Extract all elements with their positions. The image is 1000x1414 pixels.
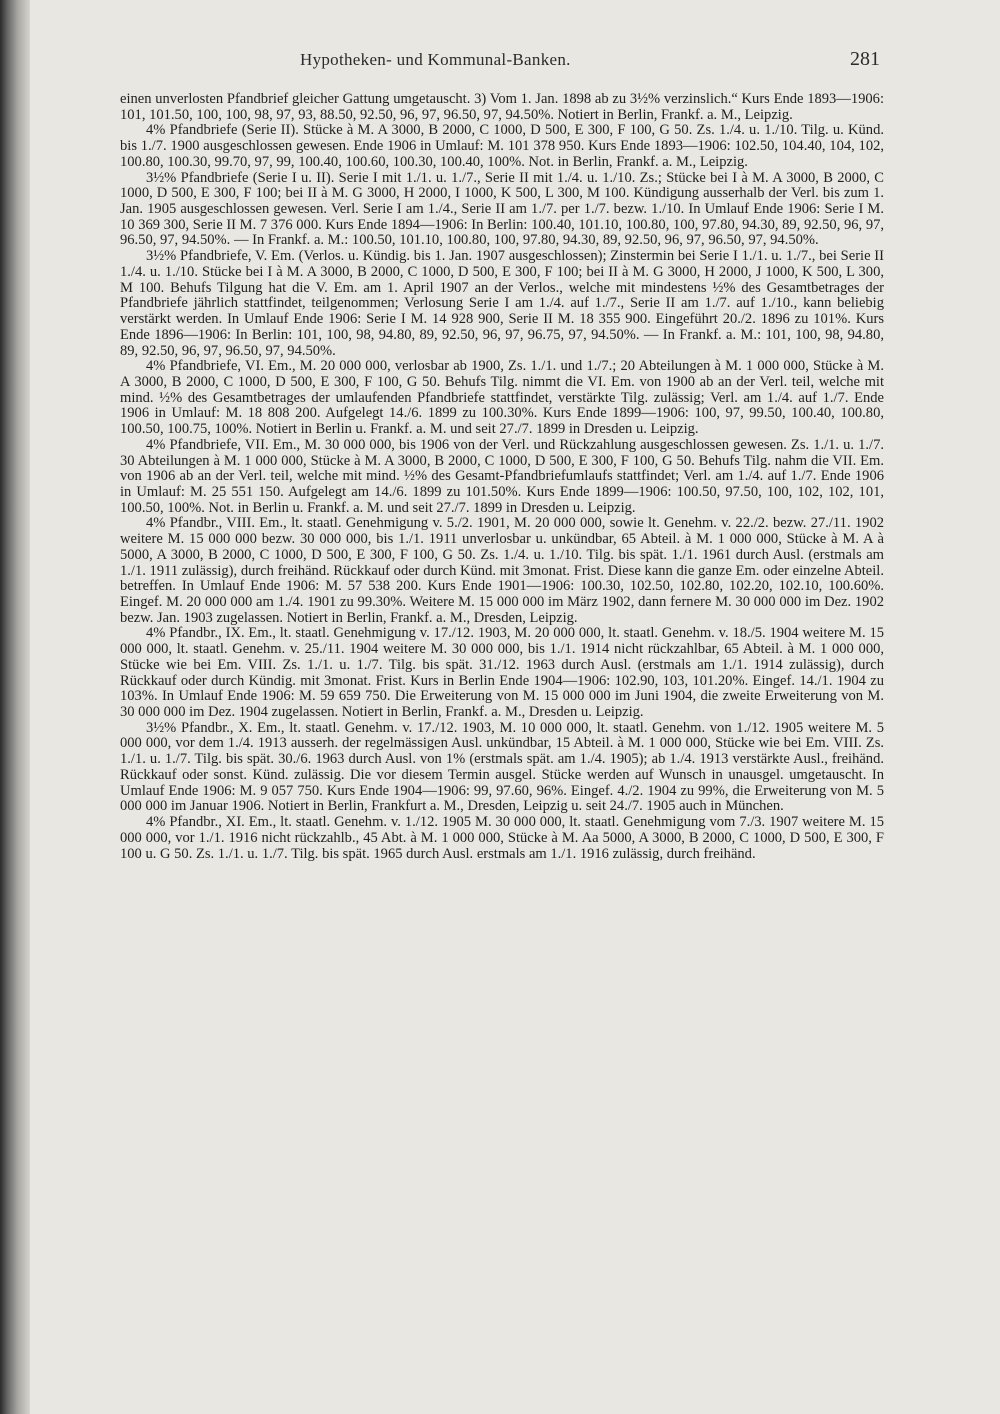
binding-shadow	[0, 0, 30, 1414]
running-head-title: Hypotheken- und Kommunal-Banken.	[300, 50, 571, 69]
paragraph-4pct-pfandbr-viii-em: 4% Pfandbr., VIII. Em., lt. staatl. Genehmigung v. 5./2. 1901, M. 20 000 000, sowie lt. Genehm. v. 22./2. bezw. 27./11. 1902 weitere M. 15 000 000 bezw. 30 000 000, bis 1./1. 1911 unverlosbar u. unkündbar, 65 Abteil. à M. 1 000 000, Stücke à M. A à 5000, A 3000, B 2000, C 1000, D 500, E 300, F 100, G 50. Zs. 1./4. u. 1./10. Tilg. bis spät. 1./1. 1961 durch Ausl. (erstmals am 1./1. 1911 zulässig), durch freihänd. Rückkauf oder durch Künd. mit 3monat. Frist. Diese kann die ganze Em. oder einzelne Abteil. betreffen. In Umlauf Ende 1906: M. 57 538 200. Kurs Ende 1901—1906: 100.30, 102.50, 102.80, 102.20, 102.10, 100.60%. Eingef. M. 20 000 000 am 1./4. 1901 zu 99.30%. Weitere M. 15 000 000 im März 1902, dann fernere M. 30 000 000 im Dez. 1902 bezw. Jan. 1903 zugelassen. Notiert in Berlin, Frankf. a. M., Dresden, Leipzig.	[120, 515, 884, 626]
paragraph-continuation: einen unverlosten Pfandbrief gleicher Gattung umgetauscht. 3) Vom 1. Jan. 1898 ab zu 3½% verzinslich.“ Kurs Ende 1893—1906: 101, 101.50, 100, 100, 98, 97, 93, 88.50, 92.50, 96, 97, 96.50, 97, 94.50%. Notiert in Berlin, Frankf. a. M., Leipzig.	[120, 91, 884, 123]
paragraph-4pct-pfandbriefe-vii-em: 4% Pfandbriefe, VII. Em., M. 30 000 000, bis 1906 von der Verl. und Rückzahlung ausgeschlossen gewesen. Zs. 1./1. u. 1./7. 30 Abteilungen à M. 1 000 000, Stücke à M. A 3000, B 2000, C 1000, D 500, E 300, F 100, G 50. Behufs Tilg. nahm die VII. Em. von 1906 ab an der Verl. teil, welche mit mind. ½% des Gesamt-Pfandbriefumlaufs stattfindet; Verl. am 1./4. auf 1./7. Ende 1906 in Umlauf: M. 25 551 150. Aufgelegt am 14./6. 1899 zu 101.50%. Kurs Ende 1899—1906: 100.50, 97.50, 100, 102, 102, 101, 100.50, 100%. Not. in Berlin u. Frankf. a. M. und seit 27./7. 1899 in Dresden u. Leipzig.	[120, 436, 884, 516]
paragraph-4pct-pfandbr-xi-em: 4% Pfandbr., XI. Em., lt. staatl. Genehm. v. 1./12. 1905 M. 30 000 000, lt. staatl. Genehmigung vom 7./3. 1907 weitere M. 15 000 000, vor 1./1. 1916 nicht rückzahlb., 45 Abt. à M. 1 000 000, Stücke à M. Aa 5000, A 3000, B 2000, C 1000, D 500, E 300, F 100 u. G 50. Zs. 1./1. u. 1./7. Tilg. bis spät. 1965 durch Ausl. erstmals am 1./1. 1916 zulässig, durch freihänd.	[120, 814, 884, 862]
paragraph-3half-pfandbr-x-em: 3½% Pfandbr., X. Em., lt. staatl. Genehm. v. 17./12. 1903, M. 10 000 000, lt. staatl. Genehm. von 1./12. 1905 weitere M. 5 000 000, vor dem 1./4. 1913 ausserh. der regelmässigen Ausl. unkündbar, 15 Abteil. à M. 1 000 000, Stücke wie bei Em. VIII. Zs. 1./1. u. 1./7. Tilg. bis spät. 30./6. 1963 durch Ausl. von 1% (erstmals spät. am 1./4. 1905); ab 1./4. 1913 verstärkte Ausl., freihänd. Rückkauf oder sonst. Künd. zulässig. Die vor diesem Termin ausgel. Stücke werden auf Wunsch in unausgel. umgetauscht. In Umlauf Ende 1906: M. 9 057 750. Kurs Ende 1904—1906: 99, 97.60, 96%. Eingef. 4./2. 1904 zu 99%, die Erweiterung von M. 5 000 000 im Januar 1906. Notiert in Berlin, Frankfurt a. M., Dresden, Leipzig u. seit 24./7. 1905 auch in München.	[120, 719, 884, 815]
paragraph-4pct-pfandbr-ix-em: 4% Pfandbr., IX. Em., lt. staatl. Genehmigung v. 17./12. 1903, M. 20 000 000, lt. staatl. Genehm. v. 18./5. 1904 weitere M. 15 000 000, lt. staatl. Genehm. v. 25./11. 1904 weitere M. 30 000 000, bis 1./1. 1914 nicht rückzahlbar, 65 Abteil. à M. 1 000 000, Stücke wie bei Em. VIII. Zs. 1./1. u. 1./7. Tilg. bis spät. 31./12. 1963 durch Ausl. (erstmals am 1./1. 1914 zulässig), durch Rückkauf oder durch Kündig. mit 3monat. Frist. Kurs in Berlin Ende 1904—1906: 102.90, 103, 101.20%. Eingef. 14./1. 1904 zu 103%. In Umlauf Ende 1906: M. 59 659 750. Die Erweiterung von M. 15 000 000 im Juni 1904, die zweite Erweiterung von M. 30 000 000 im Dez. 1904 zugelassen. Notiert in Berlin, Frankf. a. M., Dresden u. Leipzig.	[120, 625, 884, 721]
paragraph-3half-pfandbriefe-serie-i-ii: 3½% Pfandbriefe (Serie I u. II). Serie I mit 1./1. u. 1./7., Serie II mit 1./4. u. 1./10. Zs.; Stücke bei I à M. A 3000, B 2000, C 1000, D 500, E 300, F 100; bei II à M. G 3000, H 2000, I 1000, K 500, L 300, M 100. Kündigung ausserhalb der Verl. bis zum 1. Jan. 1905 ausgeschlossen gewesen. Verl. Serie I am 1./4., Serie II am 1./7. per 1./7. bezw. 1./10. In Umlauf Ende 1906: Serie I M. 10 369 300, Serie II M. 7 376 000. Kurs Ende 1894—1906: In Berlin: 100.40, 101.10, 100.80, 100, 97.80, 94.30, 89, 92.50, 96, 97, 96.50, 97, 94.50%. — In Frankf. a. M.: 100.50, 101.10, 100.80, 100, 97.80, 94.30, 89, 92.50, 96, 97, 96.50, 97, 94.50%.	[120, 169, 884, 249]
book-page	[30, 0, 1000, 1414]
paragraph-3half-pfandbriefe-v-em: 3½% Pfandbriefe, V. Em. (Verlos. u. Kündig. bis 1. Jan. 1907 ausgeschlossen); Zinstermin bei Serie I 1./1. u. 1./7., bei Serie II 1./4. u. 1./10. Stücke bei I à M. A 3000, B 2000, C 1000, D 500, E 300, F 100; bei II à M. G 3000, H 2000, J 1000, K 500, L 300, M 100. Behufs Tilgung hat die V. Em. am 1. April 1907 an der Verlos., welche mit mindestens ½% des Gesamtbetrages der Pfandbriefe jährlich stattfindet, teilgenommen; Verlosung Serie I am 1./4. auf 1./7., Serie II am 1./7. auf 1./10., kann beliebig verstärkt werden. In Umlauf Ende 1906: Serie I M. 14 928 900, Serie II M. 18 355 900. Eingeführt 20./2. 1896 zu 101%. Kurs Ende 1896—1906: In Berlin: 101, 100, 98, 94.80, 89, 92.50, 96, 97, 96.75, 97, 94.50%. — In Frankf. a. M.: 101, 100, 98, 94.80, 89, 92.50, 96, 97, 96.50, 97, 94.50%.	[120, 248, 884, 359]
page-number: 281	[850, 48, 880, 70]
paragraph-4pct-pfandbriefe-vi-em: 4% Pfandbriefe, VI. Em., M. 20 000 000, verlosbar ab 1900, Zs. 1./1. und 1./7.; 20 Abteilungen à M. 1 000 000, Stücke à M. A 3000, B 2000, C 1000, D 500, E 300, F 100, G 50. Behufs Tilg. nimmt die VI. Em. von 1900 ab an der Verl. teil, welche mit mind. ½% des Gesamtbetrages der umlaufenden Pfandbriefe stattfindet, verstärkte Tilg. zulässig; Verl. am 1./4. auf 1./7. Ende 1906 in Umlauf: M. 18 808 200. Aufgelegt 14./6. 1899 zu 100.30%. Kurs Ende 1899—1906: 100, 97, 99.50, 100.40, 100.80, 100.50, 100.75, 100%. Notiert in Berlin u. Frankf. a. M. und seit 27./7. 1899 in Dresden u. Leipzig.	[120, 358, 884, 438]
body-text	[120, 92, 884, 862]
running-header	[90, 48, 880, 74]
paragraph-4pct-pfandbriefe-serie-ii: 4% Pfandbriefe (Serie II). Stücke à M. A 3000, B 2000, C 1000, D 500, E 300, F 100, G 50. Zs. 1./4. u. 1./10. Tilg. u. Künd. bis 1./7. 1900 ausgeschlossen gewesen. Ende 1906 in Umlauf: M. 101 378 950. Kurs Ende 1893—1906: 102.50, 104.40, 104, 102, 100.80, 100.30, 99.70, 97, 99, 100.40, 100.60, 100.30, 100.40, 100%. Not. in Berlin, Frankf. a. M., Leipzig.	[120, 122, 884, 170]
